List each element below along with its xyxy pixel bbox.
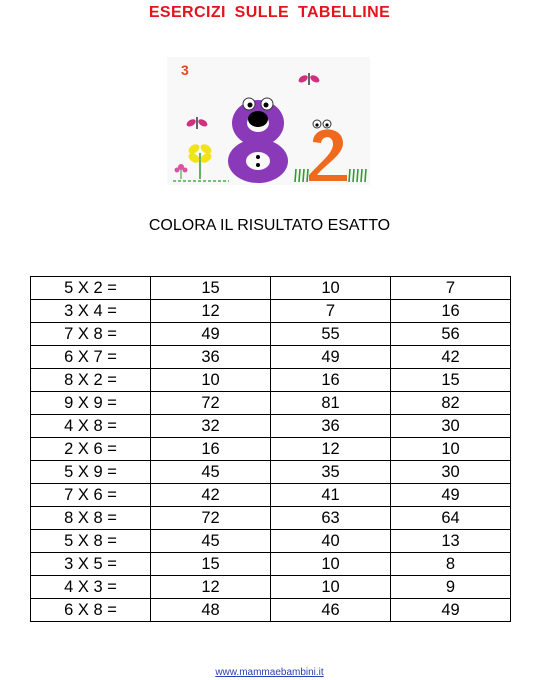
table-row — [31, 599, 511, 622]
question-cell: 4 X 8 = — [31, 415, 151, 438]
answer-option[interactable]: 30 — [391, 415, 511, 438]
answer-option[interactable]: 49 — [391, 599, 511, 622]
answer-option[interactable]: 49 — [151, 323, 271, 346]
answer-option[interactable]: 9 — [391, 576, 511, 599]
answer-option[interactable]: 56 — [391, 323, 511, 346]
answer-option[interactable]: 49 — [271, 346, 391, 369]
page-title: ESERCIZI SULLE TABELLINE — [148, 4, 391, 21]
table-row — [31, 530, 511, 553]
multiplication-table — [30, 276, 511, 622]
question-cell: 5 X 9 = — [31, 461, 151, 484]
answer-option[interactable]: 55 — [271, 323, 391, 346]
answer-option[interactable]: 15 — [391, 369, 511, 392]
table-row — [31, 576, 511, 599]
answer-option[interactable]: 16 — [271, 369, 391, 392]
table-row — [31, 438, 511, 461]
answer-option[interactable]: 45 — [151, 461, 271, 484]
answer-option[interactable]: 12 — [271, 438, 391, 461]
question-cell: 4 X 3 = — [31, 576, 151, 599]
answer-option[interactable]: 8 — [391, 553, 511, 576]
answer-option[interactable]: 40 — [271, 530, 391, 553]
answer-option[interactable]: 81 — [271, 392, 391, 415]
table-row — [31, 461, 511, 484]
table-row — [31, 300, 511, 323]
answer-option[interactable]: 72 — [151, 507, 271, 530]
answer-option[interactable]: 12 — [151, 576, 271, 599]
answer-option[interactable]: 7 — [271, 300, 391, 323]
table-row — [31, 323, 511, 346]
answer-option[interactable]: 46 — [271, 599, 391, 622]
answer-option[interactable]: 10 — [271, 576, 391, 599]
question-cell: 8 X 8 = — [31, 507, 151, 530]
table-row — [31, 392, 511, 415]
number-three: 3 — [181, 62, 189, 78]
answer-option[interactable]: 72 — [151, 392, 271, 415]
question-cell: 5 X 8 = — [31, 530, 151, 553]
answer-option[interactable]: 36 — [151, 346, 271, 369]
answer-option[interactable]: 64 — [391, 507, 511, 530]
answer-option[interactable]: 41 — [271, 484, 391, 507]
question-cell: 5 X 2 = — [31, 277, 151, 300]
question-cell: 7 X 8 = — [31, 323, 151, 346]
answer-option[interactable]: 15 — [151, 553, 271, 576]
answer-option[interactable]: 48 — [151, 599, 271, 622]
answer-option[interactable]: 12 — [151, 300, 271, 323]
answer-option[interactable]: 63 — [271, 507, 391, 530]
answer-option[interactable]: 42 — [391, 346, 511, 369]
numbers-illustration — [167, 57, 370, 185]
table-row — [31, 553, 511, 576]
question-cell: 2 X 6 = — [31, 438, 151, 461]
question-cell: 3 X 5 = — [31, 553, 151, 576]
question-cell: 8 X 2 = — [31, 369, 151, 392]
question-cell: 9 X 9 = — [31, 392, 151, 415]
answer-option[interactable]: 10 — [271, 277, 391, 300]
answer-option[interactable]: 32 — [151, 415, 271, 438]
table-row — [31, 484, 511, 507]
table-row — [31, 277, 511, 300]
answer-option[interactable]: 35 — [271, 461, 391, 484]
answer-option[interactable]: 36 — [271, 415, 391, 438]
table-row — [31, 369, 511, 392]
answer-option[interactable]: 16 — [151, 438, 271, 461]
website-link[interactable]: www.mammaebambini.it — [215, 667, 324, 678]
question-cell: 6 X 7 = — [31, 346, 151, 369]
answer-option[interactable]: 16 — [391, 300, 511, 323]
answer-option[interactable]: 49 — [391, 484, 511, 507]
instruction-text: COLORA IL RISULTATO ESATTO — [148, 217, 391, 234]
answer-option[interactable]: 10 — [271, 553, 391, 576]
question-cell: 7 X 6 = — [31, 484, 151, 507]
question-cell: 6 X 8 = — [31, 599, 151, 622]
answer-option[interactable]: 45 — [151, 530, 271, 553]
answer-option[interactable]: 10 — [391, 438, 511, 461]
answer-option[interactable]: 15 — [151, 277, 271, 300]
answer-option[interactable]: 82 — [391, 392, 511, 415]
answer-option[interactable]: 10 — [151, 369, 271, 392]
answer-option[interactable]: 30 — [391, 461, 511, 484]
answer-option[interactable]: 42 — [151, 484, 271, 507]
table-row — [31, 415, 511, 438]
table-row — [31, 507, 511, 530]
table-row — [31, 346, 511, 369]
answer-option[interactable]: 13 — [391, 530, 511, 553]
question-cell: 3 X 4 = — [31, 300, 151, 323]
answer-option[interactable]: 7 — [391, 277, 511, 300]
